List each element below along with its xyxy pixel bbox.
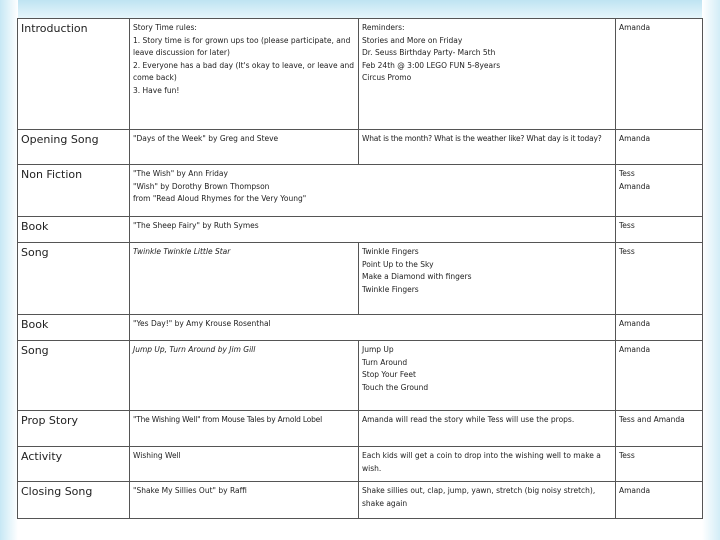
details-cell [130, 447, 359, 482]
note-line: Stop Your Feet [362, 370, 416, 379]
leader-name: Amanda [619, 319, 651, 328]
leader-cell [616, 315, 703, 341]
note-line: Amanda will read the story while Tess will use the props. [362, 415, 575, 424]
leader-name: Amanda [619, 181, 651, 191]
activity-cell: Song [18, 341, 130, 411]
leader-name: Tess and Amanda [619, 415, 685, 424]
notes-cell [359, 243, 616, 315]
details-cell [130, 217, 616, 243]
note-line: Reminders: [362, 23, 405, 32]
detail-line: "Yes Day!" by Amy Krouse Rosenthal [133, 319, 271, 328]
table-row [18, 19, 703, 130]
note-line: Touch the Ground [362, 382, 429, 392]
details-cell [130, 165, 616, 217]
details-cell [130, 19, 359, 130]
activity-cell: Opening Song [18, 130, 130, 165]
note-line: Jump Up [362, 345, 394, 354]
details-cell [130, 482, 359, 519]
leader-cell [616, 447, 703, 482]
activity-cell: Closing Song [18, 482, 130, 519]
activity-cell: Prop Story [18, 411, 130, 447]
detail-line: Story Time rules: [133, 23, 197, 32]
leader-name: Tess [619, 169, 635, 178]
notes-cell [359, 130, 616, 165]
detail-line: Wishing Well [133, 451, 181, 460]
detail-line: 2. Everyone has a bad day (It's okay to leave, or leave and [133, 60, 355, 70]
detail-line: 3. Have fun! [133, 85, 180, 95]
detail-line: Twinkle Twinkle Little Star [133, 247, 231, 256]
note-line: What is the month? What is the weather like? What day is it today? [362, 134, 602, 143]
activity-cell: Activity [18, 447, 130, 482]
detail-line: "Shake My Sillies Out" by Raffi [133, 486, 247, 495]
notes-cell [359, 447, 616, 482]
table-row [18, 482, 703, 519]
details-cell [130, 341, 359, 411]
table-row [18, 411, 703, 447]
leader-name: Amanda [619, 23, 651, 32]
activity-cell: Song [18, 243, 130, 315]
note-line: Shake sillies out, clap, jump, yawn, stretch (big noisy stretch), shake again [362, 486, 596, 508]
activity-cell: Non Fiction [18, 165, 130, 217]
detail-line: 1. Story time is for grown ups too (please participate, and [133, 35, 351, 45]
detail-line: "The Wish" by Ann Friday [133, 169, 228, 178]
activity-cell: Introduction [18, 19, 130, 130]
details-cell [130, 315, 616, 341]
detail-line: "The Sheep Fairy" by Ruth Symes [133, 221, 259, 230]
note-line: Feb 24th @ 3:00 LEGO FUN 5-8years [362, 60, 501, 70]
detail-line: "The Wishing Well" from Mouse Tales by Arnold Lobel [133, 415, 322, 424]
activity-cell: Book [18, 315, 130, 341]
detail-line: leave discussion for later) [133, 48, 230, 57]
details-cell [130, 411, 359, 447]
leader-name: Tess [619, 451, 635, 460]
background-left [0, 0, 18, 540]
leader-cell [616, 217, 703, 243]
leader-name: Amanda [619, 345, 651, 354]
note-line: Dr. Seuss Birthday Party- March 5th [362, 48, 496, 57]
storytime-schedule-table [17, 18, 703, 519]
note-line: Stories and More on Friday [362, 35, 463, 45]
leader-name: Tess [619, 221, 635, 230]
details-cell [130, 243, 359, 315]
detail-line: come back) [133, 73, 177, 82]
note-line: Circus Promo [362, 73, 412, 82]
leader-cell [616, 341, 703, 411]
background-right [702, 0, 720, 540]
leader-cell [616, 482, 703, 519]
detail-line: Jump Up, Turn Around by Jim Gill [133, 345, 256, 354]
note-line: Twinkle Fingers [362, 247, 419, 256]
note-line: Turn Around [362, 357, 408, 367]
leader-name: Amanda [619, 486, 651, 495]
leader-cell [616, 411, 703, 447]
table-row [18, 341, 703, 411]
leader-cell [616, 19, 703, 130]
table-row [18, 447, 703, 482]
leader-cell [616, 243, 703, 315]
detail-line: from "Read Aloud Rhymes for the Very Young" [133, 194, 307, 203]
table-row [18, 165, 703, 217]
notes-cell [359, 482, 616, 519]
note-line: Make a Diamond with fingers [362, 272, 472, 281]
note-line: Twinkle Fingers [362, 284, 419, 294]
notes-cell [359, 19, 616, 130]
note-line: Point Up to the Sky [362, 259, 434, 269]
detail-line: "Days of the Week" by Greg and Steve [133, 134, 279, 143]
notes-cell [359, 411, 616, 447]
details-cell [130, 130, 359, 165]
notes-cell [359, 341, 616, 411]
table-row [18, 243, 703, 315]
table-row [18, 130, 703, 165]
leader-name: Tess [619, 247, 635, 256]
leader-cell [616, 130, 703, 165]
detail-line: "Wish" by Dorothy Brown Thompson [133, 181, 270, 191]
note-line: Each kids will get a coin to drop into the wishing well to make a wish. [362, 451, 601, 473]
activity-cell: Book [18, 217, 130, 243]
leader-cell [616, 165, 703, 217]
table-row [18, 315, 703, 341]
leader-name: Amanda [619, 134, 651, 143]
table-row [18, 217, 703, 243]
